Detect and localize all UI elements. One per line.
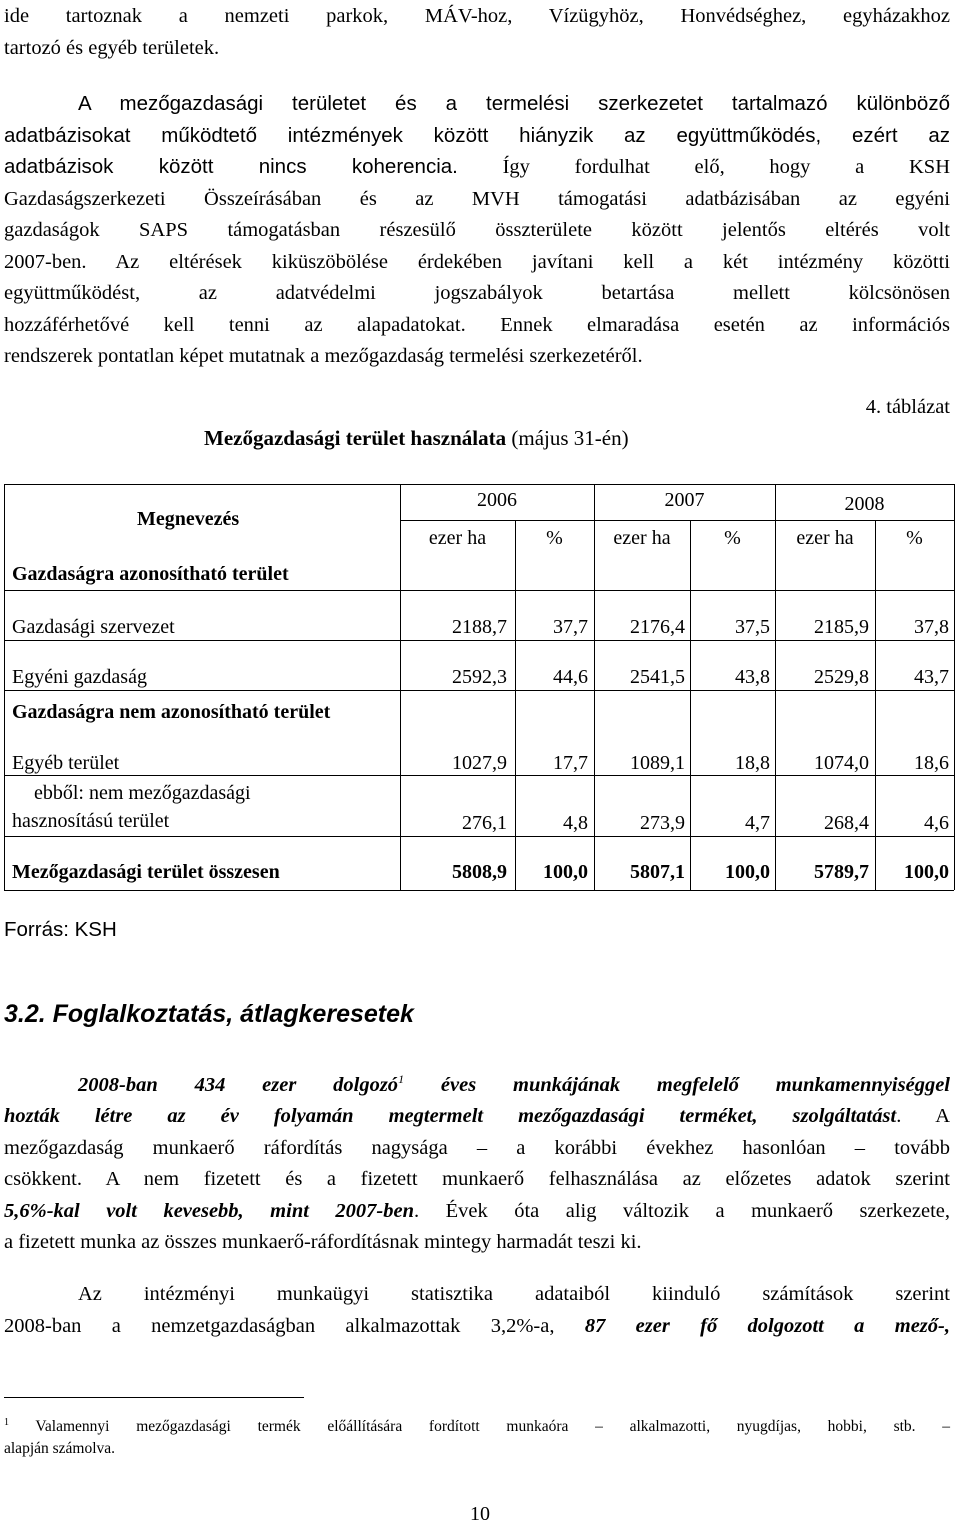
p1-line-3b: Így fordulhat elő, hogy a KSH: [502, 156, 951, 178]
p1-line-6a: 2007-ben.: [4, 250, 87, 273]
total-v1: 5808,9: [452, 861, 507, 883]
total-v6: 100,0: [904, 861, 949, 883]
p1-line-9: rendszerek pontatlan képet mutatnak a mezőgazdaság termelési szerkezetéről.: [4, 345, 643, 367]
row4-v5: 268,4: [824, 812, 869, 834]
p2-l5a: 5,6%-kal volt kevesebb, mint 2007-ben: [4, 1199, 414, 1222]
row2-v2: 44,6: [553, 666, 588, 688]
paragraph-2: [4, 1064, 950, 1259]
row4-label-line2: hasznosítású terület: [12, 810, 170, 832]
p3-l2a: 2008-ban a nemzetgazdaságban alkalmazottak 3,2%-a,: [4, 1314, 585, 1337]
p1-line-6: [4, 247, 950, 279]
total-label: Mezőgazdasági terület összesen: [12, 861, 280, 883]
p3-l2b: 87 ezer fő dolgozott a mező-,: [584, 1314, 950, 1337]
row1-v1: 2188,7: [452, 616, 507, 638]
page-number: 10: [470, 1503, 490, 1525]
row1-v5: 2185,9: [814, 616, 869, 638]
section-heading: 3.2. Foglalkoztatás, átlagkeresetek: [4, 1000, 414, 1028]
col-left-body: [4, 590, 5, 890]
p2-line-5: [4, 1196, 950, 1228]
row3-v1: 1027,9: [452, 752, 507, 774]
row4-v4: 4,7: [745, 812, 770, 834]
row3-v4: 18,8: [735, 752, 770, 774]
table-title-bold: Mezőgazdasági terület használata: [204, 426, 507, 450]
footnote: [4, 1412, 950, 1460]
unit-5: ezer ha: [796, 527, 854, 549]
p2-line-6: a fizetett munka az összes munkaerő-ráfordításnak mintegy harmadát teszi ki.: [4, 1231, 642, 1254]
p1-line-3a: adatbázisok között nincs koherencia.: [4, 155, 458, 178]
p3-line-1: Az intézményi munkaügyi statisztika adataiból kiinduló számítások szerint: [78, 1283, 950, 1305]
p2-line-1: [4, 1064, 950, 1101]
row3-v3: 1089,1: [630, 752, 685, 774]
table-border-top: [4, 484, 954, 485]
table-border-right: [954, 484, 955, 590]
row1-label: Gazdasági szervezet: [12, 616, 175, 638]
row2-v1: 2592,3: [452, 666, 507, 688]
row2-v6: 43,7: [914, 666, 949, 688]
row2-v4: 43,8: [735, 666, 770, 688]
table-title: [204, 426, 629, 451]
total-v3: 5807,1: [630, 861, 685, 883]
p2-line-4: csökkent. A nem fizetett és a fizetett munkaerő felhasználása az előzetes adatok szerint: [4, 1168, 950, 1191]
header-group-2: Gazdaságra nem azonosítható terület: [12, 701, 331, 723]
p1-line-2: adatbázisokat működtető intézmények között hiányzik az együttműködés, ezért az: [4, 123, 950, 147]
p2-line-2: [4, 1101, 950, 1133]
table-border-left: [4, 484, 5, 590]
row2-v5: 2529,8: [814, 666, 869, 688]
table-header-bottom: [4, 590, 954, 591]
p2-l2b: . A: [896, 1105, 950, 1128]
p2-l1a: 2008-ban 434 ezer dolgozó: [78, 1073, 399, 1096]
row4-v6: 4,6: [924, 812, 949, 834]
paragraph-3: [4, 1279, 950, 1342]
p2-l5b: . Évek óta alig változik a munkaerő szerkezete,: [413, 1199, 950, 1222]
footnote-l1: Valamennyi mezőgazdasági termék előállítására fordított munkaóra – alkalmazotti, nyugdíjas, hobbi, stb. –: [9, 1418, 950, 1436]
p1-line-5: gazdaságok SAPS támogatásban részesülő összterülete között jelentős eltérés volt: [4, 219, 950, 241]
p3-line-2: [4, 1311, 950, 1343]
row3-v6: 18,6: [914, 752, 949, 774]
row-sep-4: [4, 836, 954, 837]
row-sep-3: [4, 775, 954, 776]
years-divider: [400, 520, 954, 521]
p1-line-7: együttműködést, az adatvédelmi jogszabályok betartása mellett kölcsönösen: [4, 282, 950, 304]
row1-v4: 37,5: [735, 616, 770, 638]
intro-line-2: tartozó és egyéb területek.: [4, 36, 220, 59]
unit-2: %: [546, 527, 563, 549]
intro-line-1: ide tartoznak a nemzeti parkok, MÁV-hoz, Vízügyhöz, Honvédséghez, egyházakhoz: [4, 5, 950, 27]
footnote-line-2: alapján számolva.: [4, 1440, 116, 1458]
footnote-ref: 1: [398, 1072, 405, 1086]
row2-label: Egyéni gazdaság: [12, 666, 147, 688]
p1-line-1: A mezőgazdasági területet és a termelési szerkezetet tartalmazó különböző: [78, 92, 950, 115]
unit-4: %: [724, 527, 741, 549]
table-source: Forrás: KSH: [4, 918, 117, 941]
header-year-2007: 2007: [664, 489, 705, 511]
paragraph-1: [4, 88, 950, 373]
row3-label: Egyéb terület: [12, 752, 120, 774]
table-border-bottom: [4, 890, 954, 891]
row4-v1: 276,1: [462, 812, 507, 834]
unit-3: ezer ha: [613, 527, 671, 549]
total-v2: 100,0: [543, 861, 588, 883]
footnote-mark: 1: [4, 1417, 9, 1428]
footnote-separator: [4, 1397, 304, 1398]
row1-v2: 37,7: [553, 616, 588, 638]
row4-v2: 4,8: [563, 812, 588, 834]
row-sep-2: [4, 690, 954, 691]
header-group-1: Gazdaságra azonosítható terület: [12, 563, 289, 585]
row4-v3: 273,9: [640, 812, 685, 834]
row1-v6: 37,8: [914, 616, 949, 638]
col-right-body: [954, 590, 955, 890]
table-title-rest: (május 31-én): [506, 426, 629, 450]
header-year-2006: 2006: [477, 489, 517, 511]
unit-6: %: [906, 527, 923, 549]
total-v5: 5789,7: [814, 861, 869, 883]
row-sep-1: [4, 640, 954, 641]
row4-label-line1: ebből: nem mezőgazdasági: [34, 782, 251, 804]
unit-1: ezer ha: [428, 527, 487, 549]
header-megnevezes: Megnevezés: [137, 508, 240, 530]
header-year-2008: 2008: [844, 493, 885, 515]
intro-paragraph: [4, 1, 950, 64]
row1-v3: 2176,4: [630, 616, 685, 638]
p2-l2a: hozták létre az év folyamán megtermelt mezőgazdasági terméket, szolgáltatást: [4, 1105, 897, 1128]
table-number: 4. táblázat: [865, 396, 950, 418]
row2-v3: 2541,5: [630, 666, 685, 688]
p2-l1b: éves munkájának megfelelő munkamennyiséggel: [404, 1073, 950, 1096]
p2-line-3: mezőgazdaság munkaerő ráfordítás nagysága – a korábbi évekhez hasonlóan – tovább: [4, 1136, 950, 1159]
footnote-line-1: [4, 1412, 950, 1438]
row3-v2: 17,7: [553, 752, 588, 774]
total-v4: 100,0: [725, 861, 770, 883]
row3-v5: 1074,0: [814, 752, 869, 774]
p1-line-6b: Az eltérések kiküszöbölése érdekében javítani kell a két intézmény közötti: [115, 250, 950, 273]
p1-line-8: hozzáférhetővé kell tenni az alapadatokat. Ennek elmaradása esetén az információs: [4, 313, 950, 336]
p1-line-4: Gazdaságszerkezeti Összeírásában és az MVH támogatási adatbázisában az egyéni: [4, 187, 950, 210]
p1-line-3: [4, 151, 950, 184]
